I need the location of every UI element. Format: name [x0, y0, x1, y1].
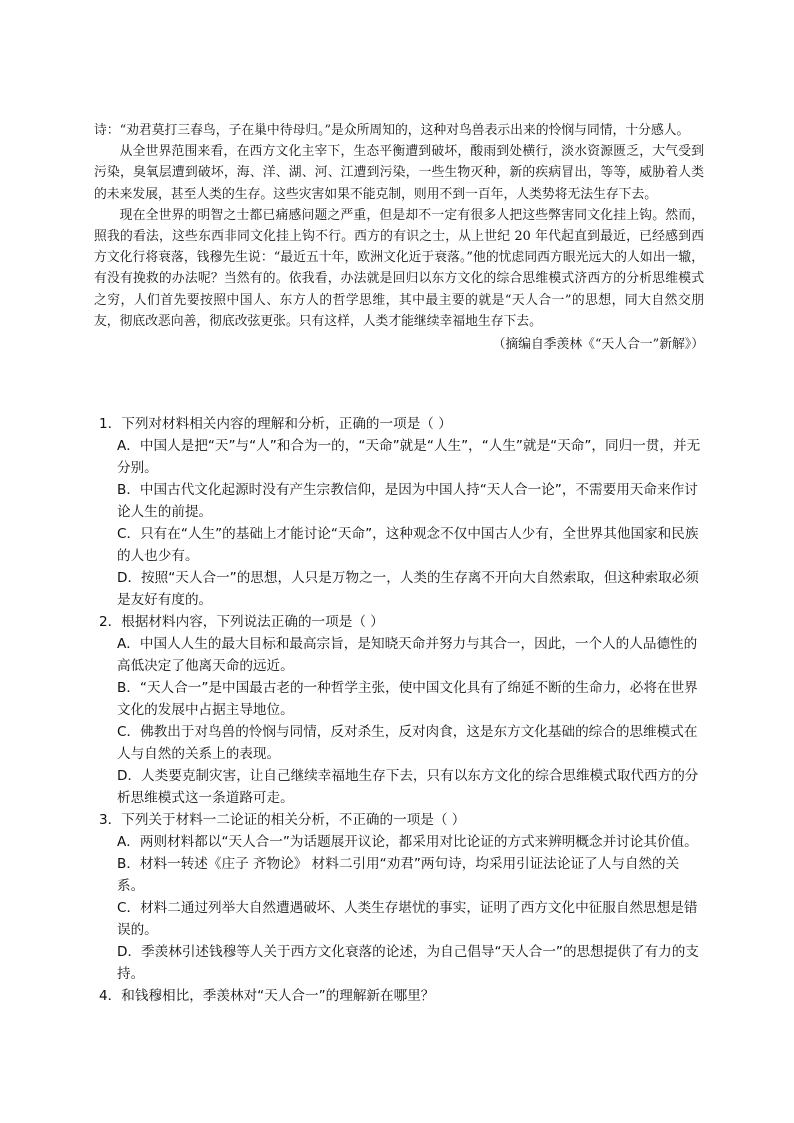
- question-list: [99, 413, 703, 1007]
- passage-paragraph-2: 从全世界范围来看，在西方文化主宰下，生态平衡遭到破坏，酸雨到处横行，淡水资源匮乏，大气受到污染，臭氧层遭到破坏，海、洋、湖、河、江遭到污染，一些生物灭种，新的疾病冒出，等等，威胁着人类的未来发展，甚至人类的生存。这些灾害如果不能克制，则用不到一百年，人类势将无法生存下去。: [94, 144, 704, 202]
- passage-paragraph-1: 诗：“劝君莫打三春鸟，子在巢中待母归。”是众所周知的，这种对鸟兽表示出来的怜悯与同情，十分感人。: [94, 123, 690, 138]
- option-b: B．“天人合一”是中国最古老的一种哲学主张，使中国文化具有了绵延不断的生命力，必将在世界文化的发展中占据主导地位。: [117, 680, 698, 718]
- option-a: A．两则材料都以“天人合一”为话题展开议论，都采用对比论证的方式来辨明概念并讨论其价值。: [117, 834, 698, 850]
- option-a: A．中国人是把“天”与“人”和合为一的，“天命”就是“人生”，“人生”就是“天命”，同归一贯，并无分别。: [117, 438, 701, 476]
- option-c: C．佛教出于对鸟兽的怜悯与同情，反对杀生，反对肉食，这是东方文化基础的综合的思维模式在人与自然的关系上的表现。: [117, 724, 698, 762]
- option-d: D．按照“天人合一”的思想，人只是万物之一，人类的生存离不开向大自然索取，但这种索取必须是友好有度的。: [117, 570, 699, 608]
- option-a: A．中国人人生的最大目标和最高宗旨，是知晓天命并努力与其合一，因此，一个人的人品德性的高低决定了他离天命的远近。: [117, 636, 698, 674]
- passage-paragraph-3: 现在全世界的明智之士都已痛感问题之严重，但是却不一定有很多人把这些弊害同文化挂上钩。然而，照我的看法，这些东西非同文化挂上钩不行。西方的有识之士，从上世纪 20 年代起直到最近，已经感到西方文化行将衰落，钱穆先生说：“最近五十年，欧洲文化近于衰落。”他的忧虑同西方眼光远大的人如出一辙，有没有挽救的办法呢？当然有的。依我看，办法就是回归以东方文化的综合思维模式济西方的分析思维模式之穷，人们首先要按照中国人、东方人的哲学思维，其中最主要的就是“天人合一”的思想，同大自然交朋友，彻底改恶向善，彻底改弦更张。只有这样，人类才能继续幸福地生存下去。: [94, 207, 704, 329]
- option-c: C．材料二通过列举大自然遭遇破坏、人类生存堪忧的事实，证明了西方文化中征服自然思想是错误的。: [117, 900, 698, 938]
- question-stem: 1．下列对材料相关内容的理解和分析，正确的一项是（ ）: [99, 416, 452, 432]
- option-b: B．中国古代文化起源时没有产生宗教信仰，是因为中国人持“天人合一论”，不需要用天命来作讨论人生的前提。: [117, 482, 698, 520]
- passage-source: （摘编自季羡林《“天人合一”新解》）: [492, 337, 704, 353]
- question-2: [99, 611, 703, 809]
- option-d: D．人类要克制灾害，让自己继续幸福地生存下去，只有以东方文化的综合思维模式取代西方的分析思维模式这一条道路可走。: [117, 768, 699, 806]
- question-stem: 2．根据材料内容，下列说法正确的一项是（ ）: [99, 614, 384, 630]
- question-1: [99, 413, 703, 611]
- option-d: D．季羡林引述钱穆等人关于西方文化衰落的论述，为自己倡导“天人合一”的思想提供了有力的支持。: [117, 944, 699, 982]
- option-c: C．只有在“人生”的基础上才能讨论“天命”，这种观念不仅中国古人少有，全世界其他国家和民族的人也少有。: [117, 526, 699, 564]
- question-stem: 3．下列关于材料一二论证的相关分析，不正确的一项是（ ）: [99, 812, 466, 828]
- option-b: B．材料一转述《庄子 齐物论》 材料二引用“劝君”两句诗，均采用引证法论证了人与自然的关系。: [117, 856, 680, 894]
- question-4: [99, 985, 703, 1007]
- question-3: [99, 809, 703, 985]
- reading-passage: [94, 120, 704, 355]
- question-stem: 4．和钱穆相比，季羡林对“天人合一”的理解新在哪里？: [99, 988, 435, 1004]
